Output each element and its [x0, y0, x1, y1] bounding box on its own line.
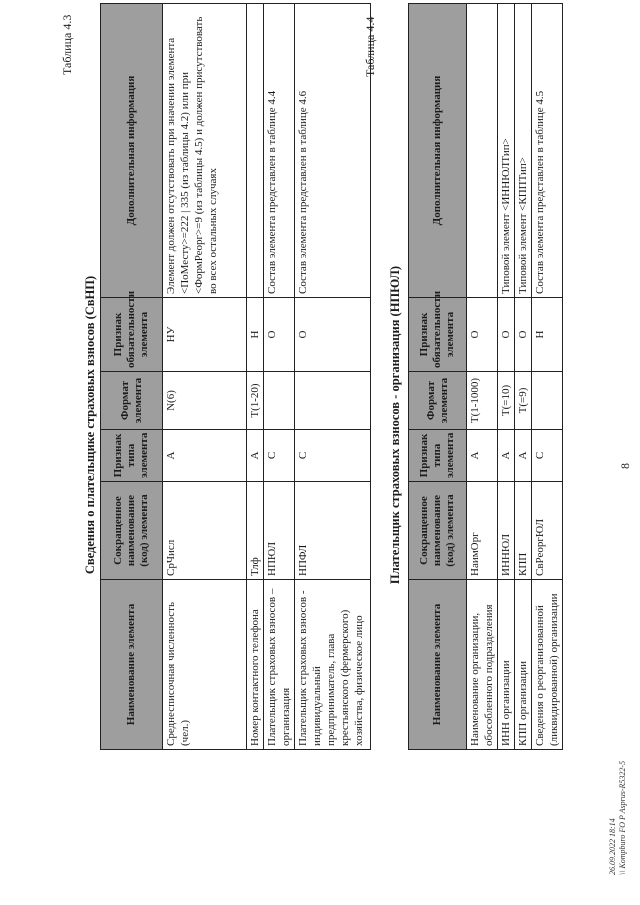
table-cell: Среднесписочная численность (чел.): [163, 580, 247, 750]
table-cell: Т(=10): [498, 372, 515, 430]
table-cell: СрЧисл: [163, 482, 247, 580]
table-cell: [264, 372, 295, 430]
table-cell: Типовой элемент <ИННЮЛТип>: [498, 4, 515, 298]
table-cell: НПЮЛ: [264, 482, 295, 580]
table-cell: О: [515, 298, 532, 372]
table-cell: НаимОрг: [467, 482, 498, 580]
table-4-4-label: Таблица 4.4: [363, 16, 377, 77]
t1-header-info: Дополнительная информация: [101, 4, 163, 298]
table-cell: А: [247, 430, 264, 482]
table-cell: Т(1-1000): [467, 372, 498, 430]
page-number: 8: [618, 463, 632, 469]
table-cell: Н: [532, 298, 563, 372]
table-cell: А: [498, 430, 515, 482]
t2-header-type: Признак типа элемента: [409, 430, 467, 482]
t2-header-required: Признак обязательности элемента: [409, 298, 467, 372]
table-4-3-caption: Сведения о плательщике страховых взносов (СвНП): [83, 275, 97, 575]
t2-header-code: Сокращенное наименование (код) элемента: [409, 482, 467, 580]
table-row: [295, 4, 371, 750]
table-cell: КПП: [515, 482, 532, 580]
t1-header-name: Наименование элемента: [101, 580, 163, 750]
table-cell: Типовой элемент <КППТип>: [515, 4, 532, 298]
t1-header-required: Признак обязательности элемента: [101, 298, 163, 372]
table-cell: Состав элемента представлен в таблице 4.6: [295, 4, 371, 298]
table-row: [515, 4, 532, 750]
table-cell: А: [515, 430, 532, 482]
table-cell: Тлф: [247, 482, 264, 580]
t1-header-type: Признак типа элемента: [101, 430, 163, 482]
print-stamp-date: 26.09.2022 18:14: [608, 818, 617, 875]
table-cell: О: [498, 298, 515, 372]
table-cell: С: [295, 430, 371, 482]
t2-header-name: Наименование элемента: [409, 580, 467, 750]
table-cell: [295, 372, 371, 430]
table-cell: С: [264, 430, 295, 482]
table-cell: О: [295, 298, 371, 372]
table-cell: НПФЛ: [295, 482, 371, 580]
table-row: [163, 4, 247, 750]
table-row: [498, 4, 515, 750]
table-cell: Сведения о реорганизованной (ликвидированной) организации: [532, 580, 563, 750]
table-cell: СвРеоргЮЛ: [532, 482, 563, 580]
table-cell: Номер контактного телефона: [247, 580, 264, 750]
t1-header-code: Сокращенное наименование (код) элемента: [101, 482, 163, 580]
print-stamp: [608, 761, 628, 875]
table-cell: ИНН организации: [498, 580, 515, 750]
table-4-4-caption: Плательщик страховых взносов - организация (НПЮЛ): [388, 265, 402, 585]
table-cell: Плательщик страховых взносов – организация: [264, 580, 295, 750]
table-cell: Элемент должен отсутствовать при значении элемента <ПоМесту>=222 | 335 (из таблицы 4.2) или при <ФормРеорг>=9 (из таблицы 4.5) и должен присутствовать во всех остальных случаях: [163, 4, 247, 298]
table-cell: [467, 4, 498, 298]
table-cell: А: [163, 430, 247, 482]
table-cell: О: [264, 298, 295, 372]
print-stamp-path: \\ Kompburo FO P Asprus-R5322-5: [618, 760, 627, 875]
table-cell: О: [467, 298, 498, 372]
table-cell: Н: [247, 298, 264, 372]
table-cell: С: [532, 430, 563, 482]
t2-header-format: Формат элемента: [409, 372, 467, 430]
table-cell: Т(1-20): [247, 372, 264, 430]
table-cell: N(6): [163, 372, 247, 430]
table-4-4: [408, 3, 563, 750]
table-cell: КПП организации: [515, 580, 532, 750]
table-cell: Плательщик страховых взносов - индивидуальный предприниматель, глава крестьянского (фермерского) хозяйства, физическое лицо: [295, 580, 371, 750]
table-cell: [247, 4, 264, 298]
table-row: [532, 4, 563, 750]
table-row: [467, 4, 498, 750]
t2-header-info: Дополнительная информация: [409, 4, 467, 298]
table-cell: Состав элемента представлен в таблице 4.5: [532, 4, 563, 298]
table-cell: [532, 372, 563, 430]
table-row: [247, 4, 264, 750]
table-row: [264, 4, 295, 750]
table-4-3: [100, 3, 371, 750]
table-cell: Т(=9): [515, 372, 532, 430]
table-cell: ИННЮЛ: [498, 482, 515, 580]
table-cell: НУ: [163, 298, 247, 372]
table-cell: Наименование организации, обособленного подразделения: [467, 580, 498, 750]
t1-header-format: Формат элемента: [101, 372, 163, 430]
table-4-3-label: Таблица 4.3: [60, 14, 74, 75]
table-cell: А: [467, 430, 498, 482]
table-cell: Состав элемента представлен в таблице 4.4: [264, 4, 295, 298]
